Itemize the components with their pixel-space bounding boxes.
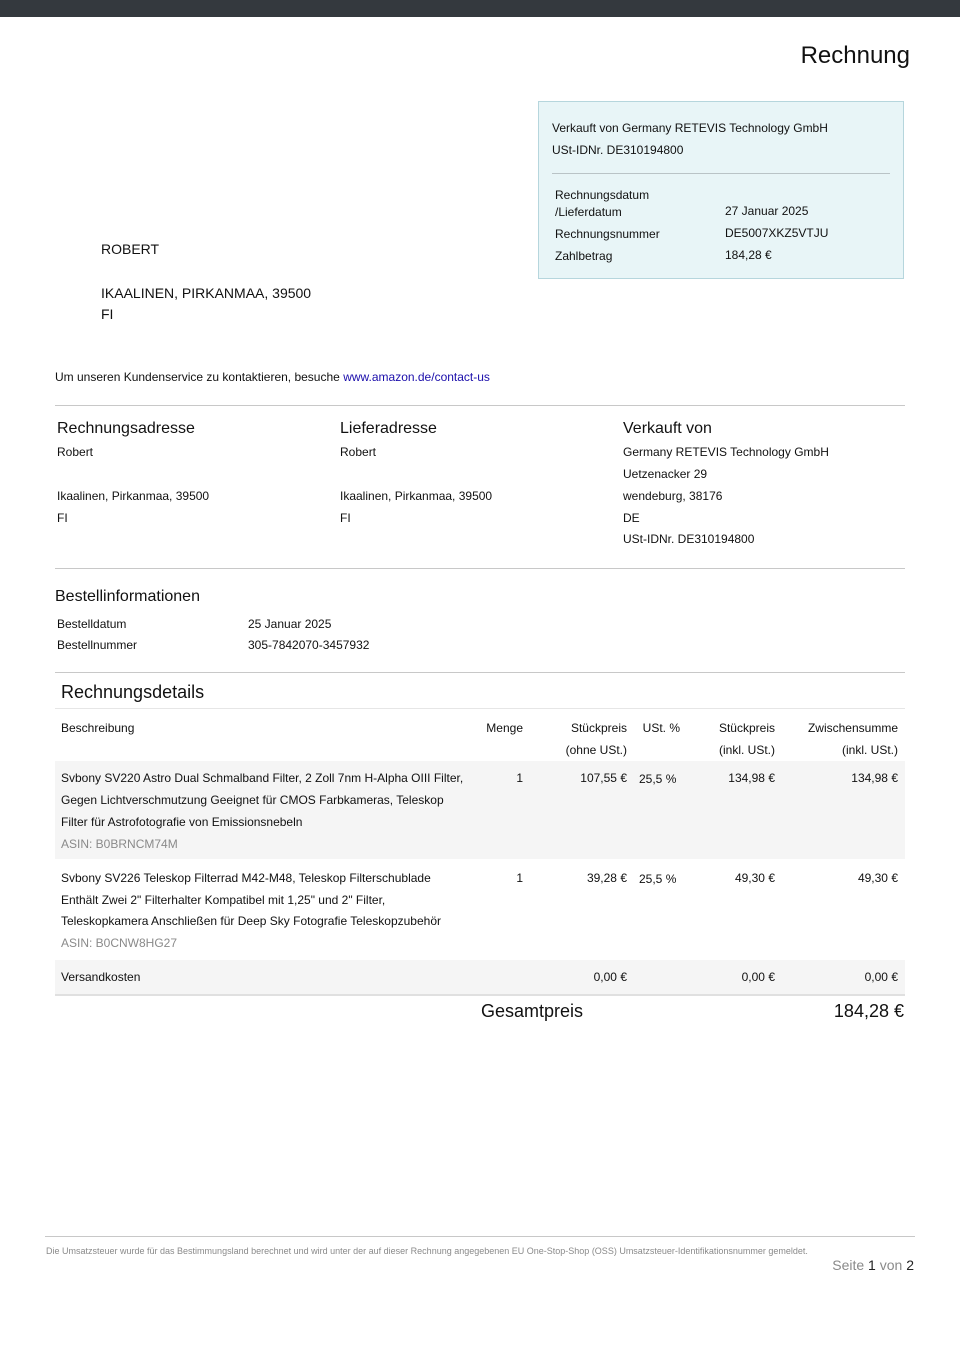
table-row (55, 960, 905, 994)
contact-us-link[interactable]: www.amazon.de/contact-us (343, 370, 490, 384)
invoice-date-label-line1: Rechnungsdatum (555, 188, 650, 202)
invoice-date-value: 27 Januar 2025 (725, 204, 809, 218)
seller-street: Uetzenacker 29 (623, 467, 708, 481)
seller-info-box (538, 101, 904, 279)
header-quantity: Menge (486, 721, 523, 735)
item-description-line2: Enthält Zwei 2" Filterhalter Kompatibel mit 1,25" und 2" Filter, (61, 893, 386, 907)
order-number-value: 305-7842070-3457932 (248, 638, 370, 652)
shipping-cost-label: Versandkosten (61, 970, 141, 984)
item-subtotal: 134,98 € (851, 771, 898, 785)
top-bar (0, 0, 960, 17)
header-subtotal-2: (inkl. USt.) (841, 743, 898, 757)
document-title: Rechnung (800, 42, 910, 69)
amount-label: Zahlbetrag (555, 249, 613, 263)
item-unit-price-incl: 49,30 € (734, 871, 775, 885)
page-number (832, 1257, 914, 1273)
invoice-number-label: Rechnungsnummer (555, 227, 660, 241)
invoice-number-value: DE5007XKZ5VTJU (725, 226, 829, 240)
invoice-date-label-line2: /Lieferdatum (555, 205, 622, 219)
item-description-line3: Filter für Astrofotografie von Emissionsnebeln (61, 815, 303, 829)
recipient-name: ROBERT (101, 241, 160, 257)
shipping-country: FI (340, 511, 351, 525)
seller-city: wendeburg, 38176 (623, 489, 723, 503)
amount-value: 184,28 € (725, 248, 772, 262)
header-unit-price-incl-2: (inkl. USt.) (718, 743, 775, 757)
item-description-line2: Gegen Lichtverschmutzung Geeignet für CMOS Farbkameras, Teleskop (61, 793, 444, 807)
shipping-address-title: Lieferadresse (340, 420, 437, 437)
item-unit-price-incl: 134,98 € (728, 771, 775, 785)
seller-sold-by: Verkauft von Germany RETEVIS Technology GmbH (552, 121, 828, 135)
header-unit-price-excl-1: Stückpreis (570, 721, 627, 735)
divider (55, 405, 905, 406)
billing-country: FI (57, 511, 68, 525)
order-date-value: 25 Januar 2025 (248, 617, 332, 631)
page-of: von (879, 1257, 903, 1273)
billing-city: Ikaalinen, Pirkanmaa, 39500 (57, 489, 210, 503)
item-description-line1: Svbony SV226 Teleskop Filterrad M42-M48, Teleskop Filterschublade (61, 871, 431, 885)
page-total: 2 (906, 1257, 914, 1273)
item-description-line3: Teleskopkamera Anschließen für Deep Sky Fotografie Teleskopzubehör (61, 914, 441, 928)
header-unit-price-excl-2: (ohne USt.) (565, 743, 627, 757)
header-unit-price-incl-1: Stückpreis (718, 721, 775, 735)
divider (45, 1236, 915, 1237)
divider (55, 708, 905, 709)
item-asin: ASIN: B0CNW8HG27 (61, 936, 178, 950)
header-description: Beschreibung (61, 721, 135, 735)
order-info-title: Bestellinformationen (55, 588, 200, 605)
divider (55, 994, 905, 996)
page-current: 1 (868, 1257, 876, 1273)
item-subtotal: 49,30 € (857, 871, 898, 885)
item-unit-price-excl: 39,28 € (586, 871, 627, 885)
item-asin: ASIN: B0BRNCM74M (61, 837, 178, 851)
divider (552, 173, 890, 174)
seller-vat-id: USt-IDNr. DE310194800 (552, 143, 684, 157)
billing-address-title: Rechnungsadresse (57, 420, 195, 437)
recipient-city: IKAALINEN, PIRKANMAA, 39500 (101, 285, 312, 301)
invoice-date-label (555, 187, 649, 221)
header-subtotal-1: Zwischensumme (807, 721, 898, 735)
customer-service-line (55, 370, 490, 384)
shipping-subtotal: 0,00 € (864, 970, 898, 984)
shipping-unit-price-excl: 0,00 € (593, 970, 627, 984)
order-number-label: Bestellnummer (57, 638, 138, 652)
shipping-city: Ikaalinen, Pirkanmaa, 39500 (340, 489, 493, 503)
item-vat: 25,5 % (639, 772, 677, 786)
divider (55, 568, 905, 569)
item-unit-price-excl: 107,55 € (580, 771, 627, 785)
order-date-label: Bestelldatum (57, 617, 127, 631)
footer-note: Die Umsatzsteuer wurde für das Bestimmungsland berechnet und wird unter der auf dieser Rechnung angegebenen EU One-Stop-Shop (OSS) Umsatzsteuer-Identifikationsnummer gemeldet. (46, 1246, 808, 1256)
total-label: Gesamtpreis (481, 1001, 584, 1021)
invoice-details-title: Rechnungsdetails (61, 682, 205, 702)
item-description-line1: Svbony SV220 Astro Dual Schmalband Filter, 2 Zoll 7nm H-Alpha OIII Filter, (61, 771, 464, 785)
shipping-unit-price-incl: 0,00 € (741, 970, 775, 984)
seller-name: Germany RETEVIS Technology GmbH (623, 445, 829, 459)
seller-country: DE (623, 511, 640, 525)
item-quantity: 1 (516, 771, 523, 785)
total-value: 184,28 € (833, 1001, 904, 1021)
shipping-name: Robert (340, 445, 377, 459)
seller-vat-id-address: USt-IDNr. DE310194800 (623, 532, 755, 546)
divider (55, 672, 905, 673)
recipient-country: FI (101, 306, 114, 322)
page-word: Seite (832, 1257, 865, 1273)
seller-address-title: Verkauft von (623, 420, 712, 437)
item-quantity: 1 (516, 871, 523, 885)
header-vat: USt. % (642, 721, 680, 735)
billing-name: Robert (57, 445, 94, 459)
item-vat: 25,5 % (639, 872, 677, 886)
customer-service-text: Um unseren Kundenservice zu kontaktieren, besuche (55, 370, 340, 384)
